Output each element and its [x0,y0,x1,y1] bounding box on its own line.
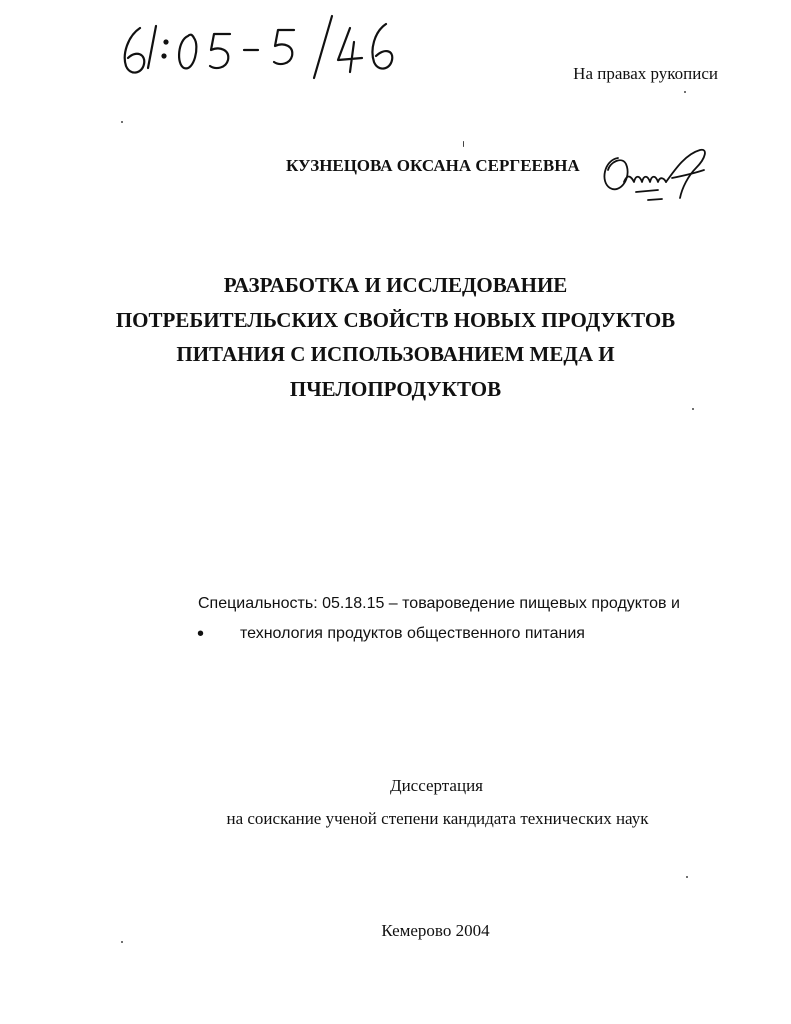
title-line: РАЗРАБОТКА И ИССЛЕДОВАНИЕ [223,273,568,297]
scan-speck [121,121,123,123]
dissertation-degree: на соискание ученой степени кандидата технических наук [226,809,649,828]
handwritten-signature [596,148,716,208]
title-line: ПИТАНИЯ С ИСПОЛЬЗОВАНИЕМ МЕДА И [176,342,615,366]
specialty-block [198,589,680,649]
author-row [0,148,791,198]
scan-speck [684,91,686,93]
author-name: КУЗНЕЦОВА ОКСАНА СЕРГЕЕВНА [286,156,580,175]
dissertation-label: Диссертация [389,776,483,795]
dissertation-block [0,769,791,835]
bullet-mark: • [197,623,205,645]
city-year: Кемерово 2004 [381,921,490,940]
rights-note: На правах рукописи [573,64,718,83]
scan-speck [686,876,688,878]
handwritten-archive-code [118,6,418,86]
specialty-line-2: технология продуктов общественного питания [240,625,585,642]
scan-speck [121,941,123,943]
scan-speck [692,408,694,410]
scan-speck [463,141,464,147]
title-line: ПОТРЕБИТЕЛЬСКИХ СВОЙСТВ НОВЫХ ПРОДУКТОВ [115,307,676,332]
title-line: ПЧЕЛОПРОДУКТОВ [289,376,502,401]
specialty-line-2-wrapper [198,619,680,649]
specialty-line-1: Специальность: 05.18.15 – товароведение пищевых продуктов и [198,595,680,612]
dissertation-title [0,268,791,406]
